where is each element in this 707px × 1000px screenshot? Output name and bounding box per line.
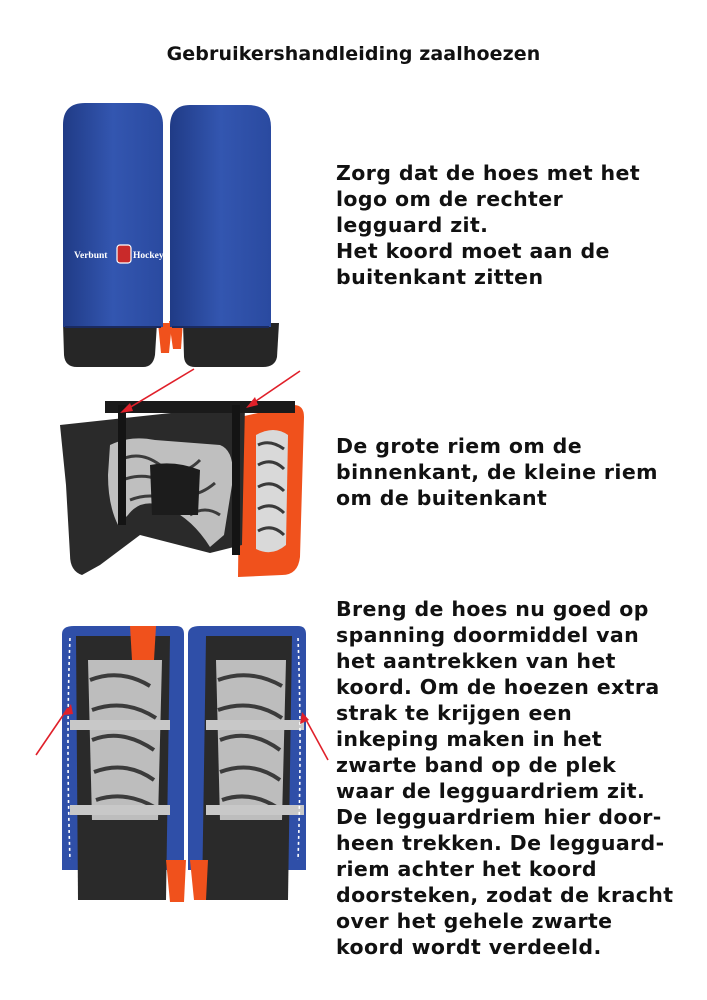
right-boot	[183, 323, 279, 367]
step-3-text: Breng de hoes nu goed op spanning doormiddel van het aantrekken van het koord. Om de hoezen extra strak te krijgen een inkeping maken in het zwarte band op de plek waar de legguardriem zit. De legguardriem hier door- heen trekken. De legguard- riem achter het koord doorsteken, zodat de kracht over het gehele zwarte koord wordt verdeeld.	[336, 597, 674, 959]
straps-illustration	[60, 365, 310, 585]
small-strap	[232, 405, 240, 555]
right-strap-bottom	[206, 805, 304, 815]
step-1-text: Zorg dat de hoes met het logo om de rechter legguard zit. Het koord moet aan de buitenkant zitten	[336, 161, 641, 289]
large-strap	[118, 405, 126, 525]
right-strap-top	[206, 720, 304, 730]
step-1-image	[55, 95, 285, 370]
logo-shield-icon	[117, 245, 131, 263]
logo-right-word: Hockey	[133, 251, 164, 261]
left-cover	[63, 103, 163, 327]
right-cover	[170, 105, 271, 327]
step-2-image	[60, 365, 310, 585]
left-boot	[63, 323, 157, 367]
logo-left-word: Verbunt	[74, 251, 108, 261]
inner-pocket	[150, 463, 200, 515]
arrow-right-cord	[304, 716, 328, 760]
page-title: Gebruikershandleiding zaalhoezen	[166, 42, 541, 65]
step-3-image	[30, 620, 330, 905]
top-strap	[105, 401, 295, 413]
step-2-text: De grote riem om de binnenkant, de kleine riem om de buitenkant	[336, 434, 658, 510]
covered-legguards-illustration	[55, 95, 285, 370]
left-strap-bottom	[70, 805, 170, 815]
arrow-small-strap	[250, 371, 300, 405]
left-strap-top	[70, 720, 170, 730]
covers-back-illustration	[30, 620, 330, 905]
